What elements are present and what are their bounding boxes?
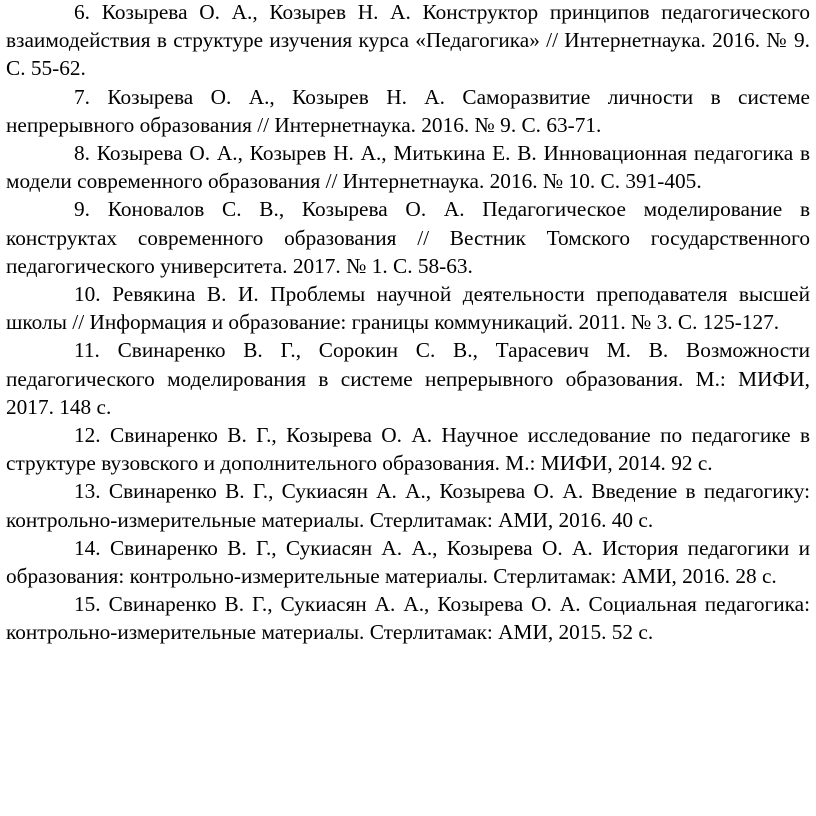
reference-number: 14. <box>74 535 101 560</box>
reference-text: Козырева О. А., Козырев Н. А., Митькина Е. В. Инновационная педагогика в модели современного образования // Интернетнаука. 2016. № 10. С. 391-405. <box>6 141 810 194</box>
reference-text: Свинаренко В. Г., Сорокин С. В., Тарасевич М. В. Возможности педагогического моделирования в системе непрерывного образования. М.: МИФИ, 2017. 148 с. <box>6 338 810 419</box>
reference-number: 11. <box>74 338 100 363</box>
reference-item <box>6 0 810 83</box>
reference-text: Свинаренко В. Г., Сукиасян А. А., Козырева О. А. История педагогики и образования: контрольно-измерительные материалы. Стерлитамак: АМИ, 2016. 28 с. <box>6 535 810 589</box>
reference-item <box>6 83 810 139</box>
reference-text: Свинаренко В. Г., Козырева О. А. Научное исследование по педагогике в структуре вузовского и дополнительного образования. М.: МИФИ, 2014. 92 с. <box>6 423 810 476</box>
reference-number: 10. <box>74 282 101 307</box>
reference-item <box>6 336 810 421</box>
reference-item <box>6 421 810 477</box>
reference-number: 15. <box>74 592 101 617</box>
reference-text: Ревякина В. И. Проблемы научной деятельности преподавателя высшей школы // Информация и образование: границы коммуникаций. 2011. № 3. С. 125-127. <box>6 282 810 335</box>
reference-text: Козырева О. А., Козырев Н. А. Саморазвитие личности в системе непрерывного образования // Интернетнаука. 2016. № 9. С. 63-71. <box>6 84 811 137</box>
reference-number: 7. <box>74 84 90 109</box>
reference-number: 12. <box>74 423 101 448</box>
reference-text: Коновалов С. В., Козырева О. А. Педагогическое моделирование в конструктах современного образования // Вестник Томского государственного педагогического университета. 2017. № 1. С. 58-63. <box>6 197 811 278</box>
reference-list <box>6 0 810 647</box>
reference-item <box>6 477 810 533</box>
reference-number: 6. <box>74 0 90 24</box>
reference-item <box>6 280 810 336</box>
reference-item <box>6 139 810 195</box>
reference-item <box>6 534 810 590</box>
reference-text: Свинаренко В. Г., Сукиасян А. А., Козырева О. А. Введение в педагогику: контрольно-измерительные материалы. Стерлитамак: АМИ, 2016. 40 с. <box>6 479 810 532</box>
reference-number: 8. <box>74 141 90 166</box>
reference-text: Свинаренко В. Г., Сукиасян А. А., Козырева О. А. Социальная педагогика: контрольно-измерительные материалы. Стерлитамак: АМИ, 2015. 52 с. <box>6 592 810 645</box>
reference-item <box>6 195 810 280</box>
reference-text: Козырева О. А., Козырев Н. А. Конструктор принципов педагогического взаимодействия в структуре изучения курса «Педагогика» // Интернетнаука. 2016. № 9. С. 55-62. <box>6 0 810 81</box>
reference-number: 13. <box>74 479 101 504</box>
reference-number: 9. <box>74 197 90 222</box>
reference-item <box>6 590 810 646</box>
